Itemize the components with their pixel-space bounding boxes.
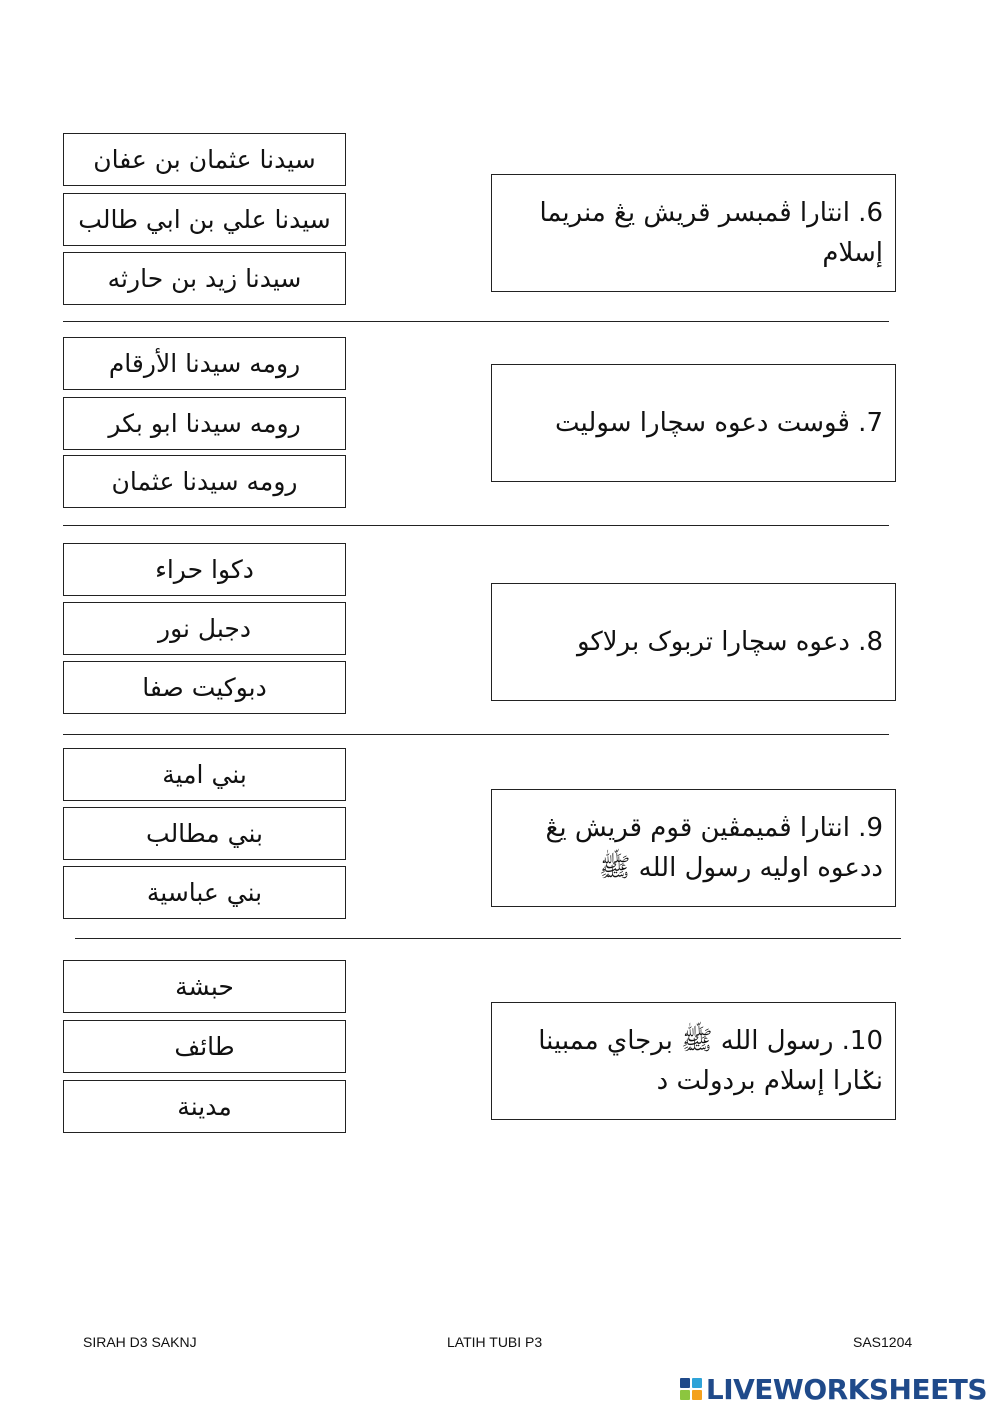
answer-option[interactable]: رومه سيدنا ابو بكر bbox=[63, 397, 346, 450]
divider bbox=[63, 734, 889, 735]
brand-name: LIVEWORKSHEETS bbox=[705, 1372, 987, 1406]
question-box bbox=[491, 583, 896, 701]
answer-option[interactable]: رومه سيدنا عثمان bbox=[63, 455, 346, 508]
answer-option[interactable]: بني امية bbox=[63, 748, 346, 801]
question-text: 10. رسول الله ﷺ برجاي ممبينا نݢارا إسلام بردولت د bbox=[538, 1025, 883, 1096]
question-text: 9. انتارا ڤميمڤين قوم قريش يڠ ددعوه اوليه رسول الله ﷺ bbox=[545, 812, 883, 883]
answer-option[interactable]: بني عباسية bbox=[63, 866, 346, 919]
question-box bbox=[491, 1002, 896, 1120]
answer-option[interactable]: سيدنا زيد بن حارثه bbox=[63, 252, 346, 305]
divider bbox=[75, 938, 901, 939]
answer-option[interactable]: سيدنا علي بن ابي طالب bbox=[63, 193, 346, 246]
answer-option[interactable]: دجبل نور bbox=[63, 602, 346, 655]
question-text: 7. ڤوست دعوه سچارا سوليت bbox=[555, 407, 883, 438]
footer-left: SIRAH D3 SAKNJ bbox=[83, 1334, 197, 1350]
liveworksheets-logo bbox=[680, 1372, 987, 1406]
question-box bbox=[491, 364, 896, 482]
answer-option[interactable]: دبوکيت صفا bbox=[63, 661, 346, 714]
answer-option[interactable]: حبشة bbox=[63, 960, 346, 1013]
answer-option[interactable]: طائف bbox=[63, 1020, 346, 1073]
answer-option[interactable]: مدينة bbox=[63, 1080, 346, 1133]
question-box bbox=[491, 174, 896, 292]
question-box bbox=[491, 789, 896, 907]
divider bbox=[63, 525, 889, 526]
divider bbox=[63, 321, 889, 322]
question-text: 6. انتارا ڤمبسر قريش يڠ منريما إسلام bbox=[539, 197, 883, 268]
logo-mark-icon bbox=[680, 1378, 702, 1400]
footer-center: LATIH TUBI P3 bbox=[447, 1334, 543, 1350]
answer-option[interactable]: بني مطالب bbox=[63, 807, 346, 860]
answer-option[interactable]: رومه سيدنا الأرقام bbox=[63, 337, 346, 390]
answer-option[interactable]: سيدنا عثمان بن عفان bbox=[63, 133, 346, 186]
answer-option[interactable]: دکوا حراء bbox=[63, 543, 346, 596]
footer-right: SAS1204 bbox=[853, 1334, 913, 1350]
question-text: 8. دعوه سچارا تربوک برلاکو bbox=[576, 626, 883, 657]
